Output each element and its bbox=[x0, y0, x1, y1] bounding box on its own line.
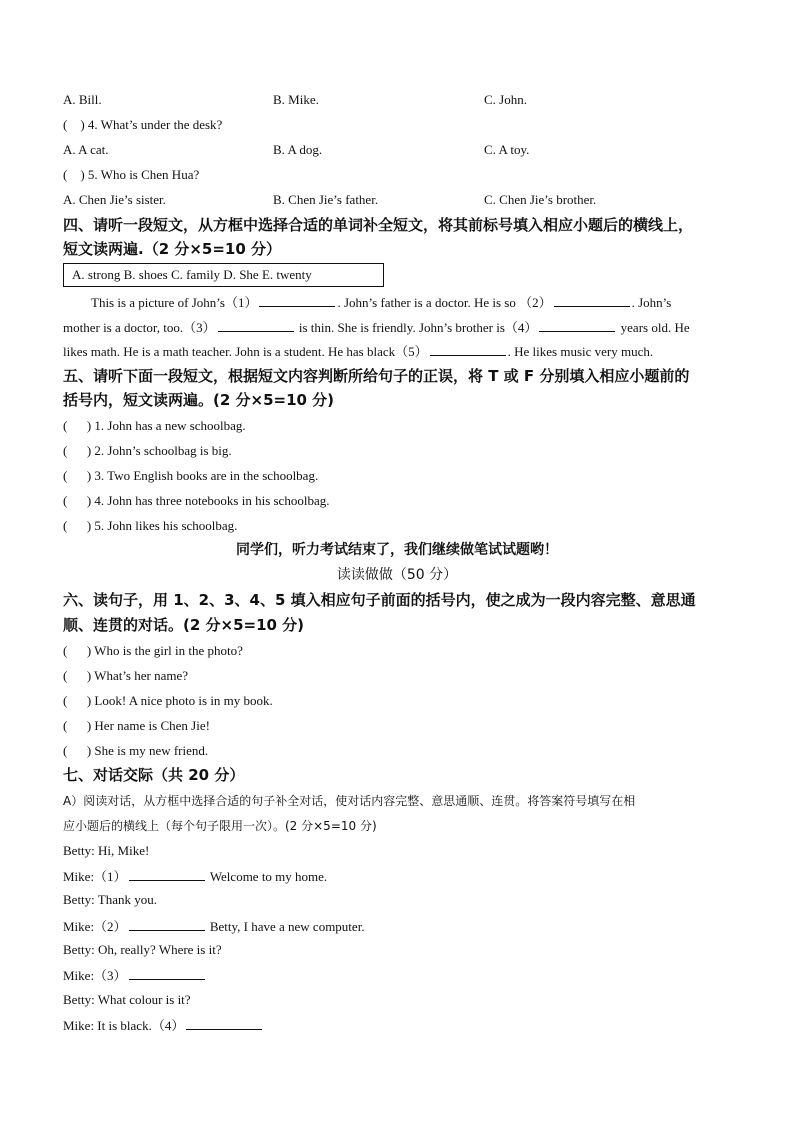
dialogue-blank-3[interactable] bbox=[129, 966, 205, 980]
dialogue-text: Mike:（1） bbox=[63, 869, 127, 884]
transition-line-1: 同学们，听力考试结束了，我们继续做笔试试题哟！ bbox=[236, 542, 558, 558]
section7-intro-line2: 应小题后的横线上（每个句子限用一次）。(2 分×5=10 分) bbox=[63, 819, 377, 833]
word-bank-box: A. strong B. shoes C. family D. She E. twenty bbox=[63, 263, 384, 287]
tf-item-3[interactable]: ( ) 3. Two English books are in the schoolbag. bbox=[63, 468, 319, 483]
transition-line-2: 读读做做（50 分） bbox=[336, 567, 458, 583]
section6-heading-line2: 顺、连贯的对话。(2 分×5=10 分) bbox=[63, 616, 305, 634]
dialogue-line-1: Betty: Hi, Mike! bbox=[63, 843, 150, 858]
dialogue-line-5: Betty: Oh, really? Where is it? bbox=[63, 942, 222, 957]
dialogue-blank-1[interactable] bbox=[129, 867, 205, 881]
answer-blank-1[interactable] bbox=[259, 293, 335, 307]
passage-line-2 bbox=[63, 318, 690, 337]
answer-blank-4[interactable] bbox=[539, 318, 615, 332]
section5-heading-line1: 五、请听下面一段短文，根据短文内容判断所给句子的正误，将 T 或 F 分别填入相应小题前的 bbox=[63, 367, 690, 385]
dialogue-line-6 bbox=[63, 966, 207, 985]
tf-item-5[interactable]: ( ) 5. John likes his schoolbag. bbox=[63, 518, 238, 533]
q5-option-c: C. Chen Jie’s brother. bbox=[484, 192, 597, 207]
passage-text: . John’s father is a doctor. He is so （2） bbox=[337, 295, 552, 310]
answer-blank-3[interactable] bbox=[218, 318, 294, 332]
answer-blank-2[interactable] bbox=[554, 293, 630, 307]
q5-option-a: A. Chen Jie’s sister. bbox=[63, 192, 166, 207]
q4-option-b: B. A dog. bbox=[273, 142, 323, 157]
passage-text: . He likes music very much. bbox=[507, 344, 654, 359]
passage-text: . John’s bbox=[631, 295, 672, 310]
passage-line-1 bbox=[91, 293, 671, 312]
passage-text: This is a picture of John’s（1） bbox=[91, 295, 258, 310]
section4-heading-line2: 短文读两遍.（2 分×5=10 分） bbox=[63, 240, 282, 258]
q5-option-b: B. Chen Jie’s father. bbox=[273, 192, 379, 207]
passage-line-3 bbox=[63, 342, 653, 361]
order-item-5[interactable]: ( ) She is my new friend. bbox=[63, 743, 209, 758]
dialogue-text: Betty, I have a new computer. bbox=[209, 919, 365, 934]
dialogue-blank-4[interactable] bbox=[186, 1016, 262, 1030]
dialogue-line-7: Betty: What colour is it? bbox=[63, 992, 191, 1007]
section5-heading-line2: 括号内，短文读两遍。(2 分×5=10 分) bbox=[63, 391, 335, 409]
dialogue-line-8 bbox=[63, 1016, 264, 1035]
q5-stem: ( ) 5. Who is Chen Hua? bbox=[63, 167, 200, 182]
q4-stem: ( ) 4. What’s under the desk? bbox=[63, 117, 223, 132]
tf-item-1[interactable]: ( ) 1. John has a new schoolbag. bbox=[63, 418, 246, 433]
tf-item-4[interactable]: ( ) 4. John has three notebooks in his schoolbag. bbox=[63, 493, 330, 508]
q3-option-a: A. Bill. bbox=[63, 92, 102, 107]
q4-option-a: A. A cat. bbox=[63, 142, 109, 157]
dialogue-blank-2[interactable] bbox=[129, 917, 205, 931]
passage-text: likes math. He is a math teacher. John is a student. He has black（5） bbox=[63, 344, 428, 359]
dialogue-text: Mike: It is black.（4） bbox=[63, 1018, 185, 1033]
section7-heading: 七、对话交际（共 20 分） bbox=[63, 766, 245, 784]
section6-heading-line1: 六、读句子，用 1、2、3、4、5 填入相应句子前面的括号内，使之成为一段内容完整、意思通 bbox=[63, 591, 696, 609]
tf-item-2[interactable]: ( ) 2. John’s schoolbag is big. bbox=[63, 443, 232, 458]
order-item-2[interactable]: ( ) What’s her name? bbox=[63, 668, 189, 683]
passage-text: is thin. She is friendly. John’s brother is（4） bbox=[298, 320, 538, 335]
dialogue-line-2 bbox=[63, 867, 327, 886]
passage-text: mother is a doctor, too.（3） bbox=[63, 320, 216, 335]
dialogue-text: Welcome to my home. bbox=[209, 869, 328, 884]
q4-option-c: C. A toy. bbox=[484, 142, 530, 157]
dialogue-line-3: Betty: Thank you. bbox=[63, 892, 158, 907]
q3-option-c: C. John. bbox=[484, 92, 527, 107]
answer-blank-5[interactable] bbox=[430, 342, 506, 356]
section7-intro-line1: A）阅读对话，从方框中选择合适的句子补全对话，使对话内容完整、意思通顺、连贯。将答案符号填写在相 bbox=[63, 794, 636, 808]
dialogue-text: Mike:（2） bbox=[63, 919, 127, 934]
order-item-4[interactable]: ( ) Her name is Chen Jie! bbox=[63, 718, 210, 733]
dialogue-text: Mike:（3） bbox=[63, 968, 127, 983]
q3-option-b: B. Mike. bbox=[273, 92, 319, 107]
order-item-3[interactable]: ( ) Look! A nice photo is in my book. bbox=[63, 693, 273, 708]
order-item-1[interactable]: ( ) Who is the girl in the photo? bbox=[63, 643, 243, 658]
passage-text: years old. He bbox=[620, 320, 690, 335]
section4-heading-line1: 四、请听一段短文，从方框中选择合适的单词补全短文，将其前标号填入相应小题后的横线上， bbox=[63, 216, 694, 234]
dialogue-line-4 bbox=[63, 917, 365, 936]
